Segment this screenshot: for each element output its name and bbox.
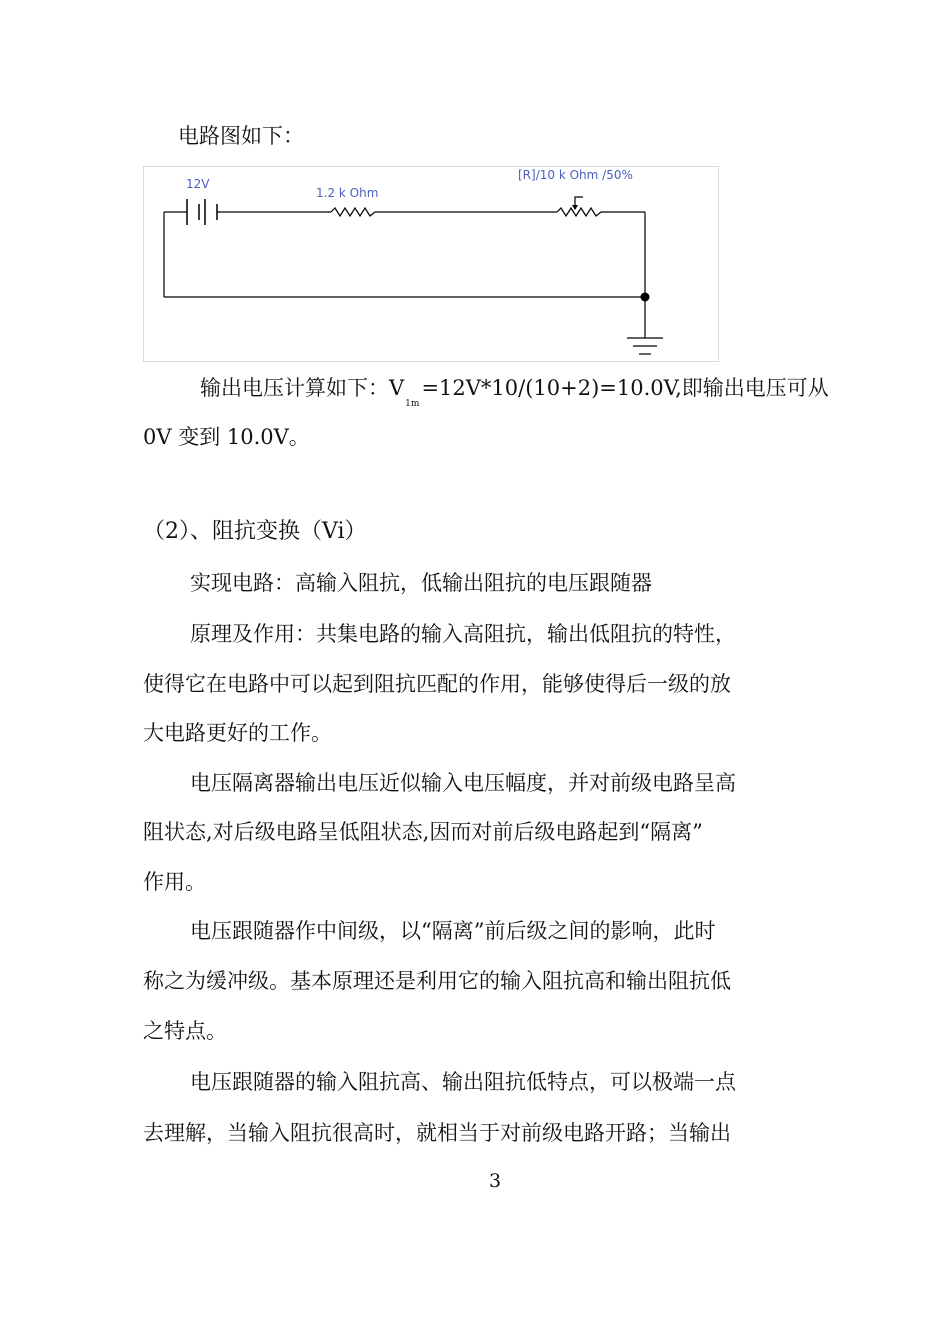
junction-node (641, 293, 650, 302)
circuit-diagram (143, 166, 719, 362)
paragraph-line: 去理解，当输入阻抗很高时，就相当于对前级电路开路；当输出 (143, 1121, 731, 1145)
calc-suffix: =12V*10/(10+2)=10.0V,即输出电压可从 (421, 376, 829, 400)
paragraph-line: 电压隔离器输出电压近似输入电压幅度，并对前级电路呈高 (190, 771, 736, 795)
paragraph-line: 之特点。 (143, 1019, 227, 1043)
calculation-line (200, 374, 829, 407)
resistor-label: 1.2 k Ohm (316, 186, 379, 200)
page-number: 3 (488, 1170, 502, 1192)
paragraph-line: 使得它在电路中可以起到阻抗匹配的作用，能够使得后一级的放 (143, 672, 731, 696)
paragraph-line: 阻状态,对后级电路呈低阻状态,因而对前后级电路起到“隔离” (143, 820, 703, 844)
paragraph-line: 实现电路：高输入阻抗，低输出阻抗的电压跟随器 (190, 571, 652, 595)
section-heading: （2）、阻抗变换（Vi） (143, 519, 367, 544)
calculation-line-2: 0V 变到 10.0V。 (143, 425, 310, 449)
intro-text: 电路图如下： (178, 124, 304, 148)
calc-prefix: 输出电压计算如下：V (200, 376, 405, 400)
diagram-frame (144, 167, 719, 362)
battery-label: 12V (186, 177, 210, 191)
paragraph-line: 称之为缓冲级。基本原理还是利用它的输入阻抗高和输出阻抗低 (143, 969, 731, 993)
potentiometer-label: [R]/10 k Ohm /50% (518, 168, 633, 182)
paragraph-line: 作用。 (143, 870, 206, 894)
paragraph-line: 电压跟随器作中间级，以“隔离”前后级之间的影响，此时 (190, 919, 716, 943)
paragraph-line: 电压跟随器的输入阻抗高、输出阻抗低特点，可以极端一点 (190, 1070, 736, 1094)
calc-subscript: 1m (405, 399, 420, 409)
paragraph-line: 大电路更好的工作。 (143, 721, 332, 745)
paragraph-line: 原理及作用：共集电路的输入高阻抗，输出低阻抗的特性， (190, 622, 736, 646)
